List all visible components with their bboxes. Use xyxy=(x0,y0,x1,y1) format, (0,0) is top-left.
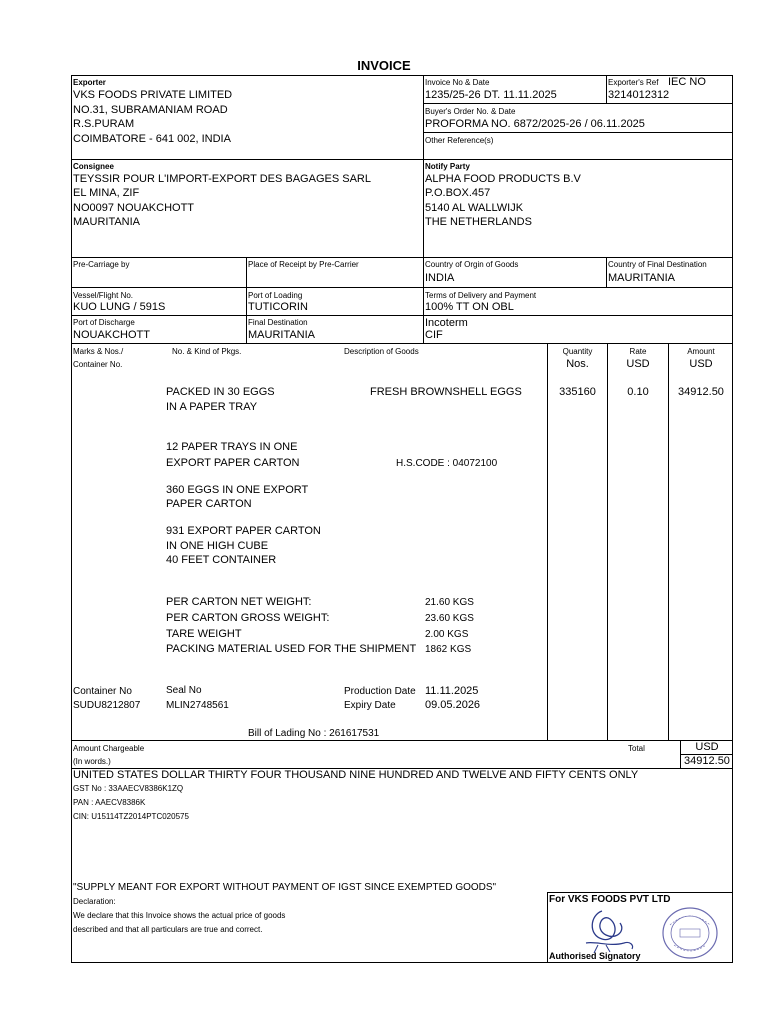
grid-line xyxy=(71,159,733,160)
exporter-line: VKS FOODS PRIVATE LIMITED xyxy=(73,89,233,101)
in-words-label: (In words.) xyxy=(73,757,111,766)
vessel-label: Vessel/Flight No. xyxy=(73,291,134,300)
grid-line xyxy=(547,892,733,893)
container-header-label: Container No. xyxy=(73,360,123,369)
place-receipt-label: Place of Receipt by Pre-Carrier xyxy=(248,260,359,269)
pan-number: PAN : AAECV8386K xyxy=(73,798,146,807)
grid-line xyxy=(71,343,733,344)
marks-label: Marks & Nos./ xyxy=(73,347,124,356)
goods-description: FRESH BROWNSHELL EGGS xyxy=(370,386,522,398)
amount-unit-label: USD xyxy=(689,358,713,370)
invoice-no-value: 1235/25-26 DT. 11.11.2025 xyxy=(425,89,557,101)
exporter-line: COIMBATORE - 641 002, INDIA xyxy=(73,133,231,145)
qty-header-label: Quantity xyxy=(562,347,593,356)
grid-line xyxy=(668,343,669,740)
amount-in-words: UNITED STATES DOLLAR THIRTY FOUR THOUSAND NINE HUNDRED AND TWELVE AND FIFTY CENTS ONLY xyxy=(73,769,639,781)
qty-unit-label: Nos. xyxy=(566,358,589,370)
iec-label: IEC NO xyxy=(668,76,706,88)
weight-label: PACKING MATERIAL USED FOR THE SHIPMENT xyxy=(166,643,417,655)
declaration-label: Declaration: xyxy=(73,897,116,906)
origin-value: INDIA xyxy=(425,272,455,284)
expiry-date-label: Expiry Date xyxy=(344,700,396,711)
weight-value: 23.60 KGS xyxy=(425,613,474,624)
grid-line xyxy=(246,257,247,343)
notify-party-line: ALPHA FOOD PRODUCTS B.V xyxy=(425,173,581,185)
for-company: For VKS FOODS PVT LTD xyxy=(549,894,671,905)
pkgs-header-label: No. & Kind of Pkgs. xyxy=(172,347,242,356)
grid-line xyxy=(71,287,733,288)
declaration-line: We declare that this Invoice shows the actual price of goods xyxy=(73,911,286,920)
consignee-line: TEYSSIR POUR L'IMPORT-EXPORT DES BAGAGES SARL xyxy=(73,173,371,185)
vessel-value: KUO LUNG / 591S xyxy=(73,301,166,313)
production-date-value: 11.11.2025 xyxy=(425,685,479,697)
consignee-label: Consignee xyxy=(73,162,114,171)
final-dest-value: MAURITANIA xyxy=(248,329,316,341)
rate-unit-label: USD xyxy=(626,358,650,370)
seal-no-value: MLIN2748561 xyxy=(166,700,229,711)
total-currency: USD xyxy=(695,741,719,753)
grid-line xyxy=(71,740,733,741)
discharge-label: Port of Discharge xyxy=(73,318,135,327)
bill-of-lading: Bill of Lading No : 261617531 xyxy=(248,728,380,739)
weight-label: PER CARTON GROSS WEIGHT: xyxy=(166,612,330,624)
consignee-line: MAURITANIA xyxy=(73,216,141,228)
pre-carriage-label: Pre-Carriage by xyxy=(73,260,130,269)
grid-line xyxy=(71,315,423,316)
goods-rate: 0.10 xyxy=(627,386,649,398)
buyers-order-label: Buyer's Order No. & Date xyxy=(425,107,516,116)
rate-header-label: Rate xyxy=(629,347,647,356)
goods-amount: 34912.50 xyxy=(678,386,724,398)
notify-party-label: Notify Party xyxy=(425,162,470,171)
weight-value: 1862 KGS xyxy=(425,644,472,655)
seal-no-label: Seal No xyxy=(166,685,202,696)
weight-label: TARE WEIGHT xyxy=(166,628,242,640)
declaration-line: described and that all particulars are true and correct. xyxy=(73,925,263,934)
gst-number: GST No : 33AAECV8386K1ZQ xyxy=(73,784,184,793)
loading-label: Port of Loading xyxy=(248,291,303,300)
container-no-label: Container No xyxy=(73,686,132,697)
pack-line: IN A PAPER TRAY xyxy=(166,401,258,413)
grid-line xyxy=(423,75,424,343)
notify-party-line: P.O.BOX.457 xyxy=(425,187,491,199)
final-dest-label: Final Destination xyxy=(248,318,308,327)
exporter-label: Exporter xyxy=(73,78,106,87)
container-no-value: SUDU8212807 xyxy=(73,700,141,711)
consignee-line: NO0097 NOUAKCHOTT xyxy=(73,202,195,214)
iec-value: 3214012312 xyxy=(608,89,670,101)
destination-value: MAURITANIA xyxy=(608,272,676,284)
discharge-value: NOUAKCHOTT xyxy=(73,329,150,341)
notify-party-line: 5140 AL WALLWIJK xyxy=(425,202,524,214)
trays-line: 12 PAPER TRAYS IN ONE xyxy=(166,441,298,453)
destination-label: Country of Final Destination xyxy=(608,260,707,269)
exporter-line: R.S.PURAM xyxy=(73,118,135,130)
buyers-order-value: PROFORMA NO. 6872/2025-26 / 06.11.2025 xyxy=(425,118,645,130)
grid-line xyxy=(423,315,733,316)
authorised-signatory: Authorised Signatory xyxy=(549,951,641,961)
grid-line xyxy=(71,257,733,258)
pack-line: PACKED IN 30 EGGS xyxy=(166,386,275,398)
carton-line: IN ONE HIGH CUBE xyxy=(166,540,269,552)
total-label: Total xyxy=(628,744,645,753)
grid-line xyxy=(547,343,548,740)
carton-line: 931 EXPORT PAPER CARTON xyxy=(166,525,321,537)
goods-quantity: 335160 xyxy=(559,386,596,398)
signature-image xyxy=(580,905,640,955)
incoterm-label: Incoterm xyxy=(425,317,468,329)
eggs-line: 360 EGGS IN ONE EXPORT xyxy=(166,484,309,496)
grid-line xyxy=(607,343,608,740)
hs-code: H.S.CODE : 04072100 xyxy=(396,458,498,469)
cin-number: CIN: U15114TZ2014PTC020575 xyxy=(73,812,189,821)
invoice-title: INVOICE xyxy=(357,58,411,73)
carton-line: 40 FEET CONTAINER xyxy=(166,554,277,566)
notify-party-line: THE NETHERLANDS xyxy=(425,216,532,228)
loading-value: TUTICORIN xyxy=(248,301,308,313)
other-refs-label: Other Reference(s) xyxy=(425,136,494,145)
grid-line xyxy=(423,132,733,133)
trays-line: EXPORT PAPER CARTON xyxy=(166,457,300,469)
amount-chargeable-label: Amount Chargeable xyxy=(73,744,145,753)
company-stamp xyxy=(660,905,720,961)
amount-header-label: Amount xyxy=(687,347,715,356)
terms-label: Terms of Delivery and Payment xyxy=(425,291,537,300)
supply-note: "SUPPLY MEANT FOR EXPORT WITHOUT PAYMENT OF IGST SINCE EXEMPTED GOODS" xyxy=(73,882,497,893)
expiry-date-value: 09.05.2026 xyxy=(425,699,481,711)
eggs-line: PAPER CARTON xyxy=(166,498,252,510)
grid-line xyxy=(547,892,548,963)
desc-header-label: Description of Goods xyxy=(344,347,419,356)
weight-value: 21.60 KGS xyxy=(425,597,474,608)
production-date-label: Production Date xyxy=(344,686,416,697)
total-amount: 34912.50 xyxy=(684,755,730,767)
weight-value: 2.00 KGS xyxy=(425,629,469,640)
grid-line xyxy=(423,103,733,104)
origin-label: Country of Orgin of Goods xyxy=(425,260,519,269)
incoterm-value: CIF xyxy=(425,329,443,341)
grid-line xyxy=(606,75,607,103)
weight-label: PER CARTON NET WEIGHT: xyxy=(166,596,312,608)
exporter-line: NO.31, SUBRAMANIAM ROAD xyxy=(73,104,228,116)
terms-value: 100% TT ON OBL xyxy=(425,301,514,313)
exporters-ref-label: Exporter's Ref xyxy=(608,78,659,87)
invoice-no-label: Invoice No & Date xyxy=(425,78,490,87)
consignee-line: EL MINA, ZIF xyxy=(73,187,140,199)
grid-line xyxy=(606,257,607,287)
